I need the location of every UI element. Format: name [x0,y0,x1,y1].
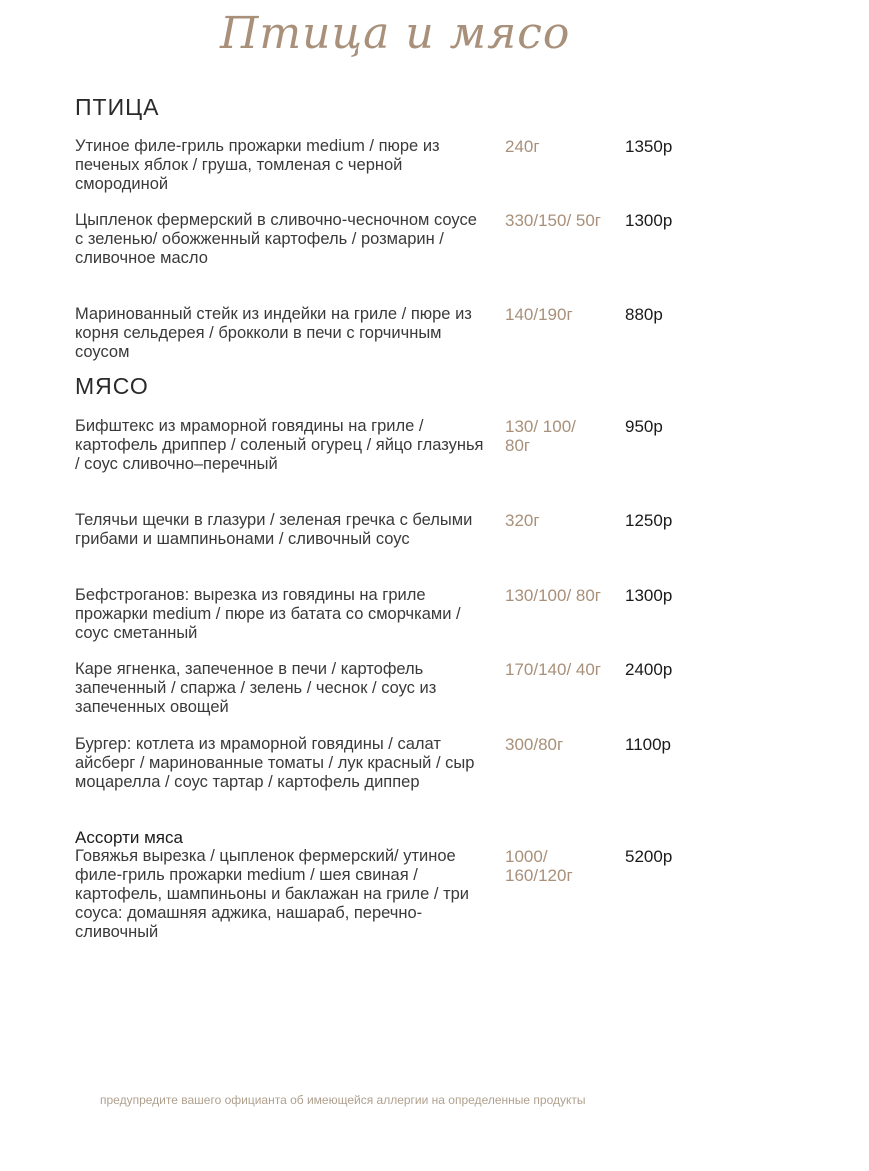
item-weight: 1000/ 160/120г [505,847,573,885]
item-name: Ассорти мяса [75,828,183,847]
item-price: 1350р [625,137,673,156]
item-weight: 300/80г [505,735,564,754]
item-description: Утиное филе-гриль прожарки medium / пюре из печеных яблок / груша, томленая с черной смородиной [75,137,440,193]
item-weight: 170/140/ 40г [505,660,602,679]
item-description: Говяжья вырезка / цыпленок фермерский/ утиное филе-гриль прожарки medium / шея свиная / картофель, шампиньоны и баклажан на гриле / три соуса: домашняя аджика, нашараб, перечно-сливочный [75,847,470,941]
item-weight: 130/ 100/ 80г [505,417,576,455]
item-weight: 140/190г [505,305,573,324]
item-weight: 330/150/ 50г [505,211,602,230]
item-price: 1250р [625,511,673,530]
item-weight: 240г [505,137,540,156]
item-description: Каре ягненка, запеченное в печи / картофель запеченный / спаржа / зелень / чеснок / соус из запеченных овощей [75,660,437,716]
item-price: 2400р [625,660,673,679]
item-price: 950р [625,417,663,436]
item-description: Цыпленок фермерский в сливочно-чесночном соусе с зеленью/ обожженный картофель / розмарин / сливочное масло [75,211,477,267]
item-price: 1300р [625,586,673,605]
page-script-title: Птица и мясо [220,8,571,59]
item-price: 1100р [625,735,672,754]
item-description: Бифштекс из мраморной говядины на гриле / картофель дриппер / соленый огурец / яйцо глазунья / соус сливочно–перечный [75,417,484,473]
item-price: 1300р [625,211,673,230]
item-price: 880р [625,305,663,324]
section-title-meat: МЯСО [75,373,149,399]
section-title-poultry: ПТИЦА [75,94,160,120]
item-description: Бургер: котлета из мраморной говядины / салат айсберг / маринованные томаты / лук красный / сыр моцарелла / соус тартар / картофель диппер [75,735,475,791]
item-description: Маринованный стейк из индейки на гриле / пюре из корня сельдерея / брокколи в печи с горчичным соусом [75,305,472,361]
item-price: 5200р [625,847,673,866]
allergy-note: предупредите вашего официанта об имеющейся аллергии на определенные продукты [100,1093,586,1107]
item-weight: 130/100/ 80г [505,586,602,605]
item-weight: 320г [505,511,540,530]
item-description: Телячьи щечки в глазури / зеленая гречка с белыми грибами и шампиньонами / сливочный соус [75,511,473,548]
item-description: Бефстроганов: вырезка из говядины на гриле прожарки medium / пюре из батата со сморчками / соус сметанный [75,586,461,642]
item-description-block [75,828,485,942]
